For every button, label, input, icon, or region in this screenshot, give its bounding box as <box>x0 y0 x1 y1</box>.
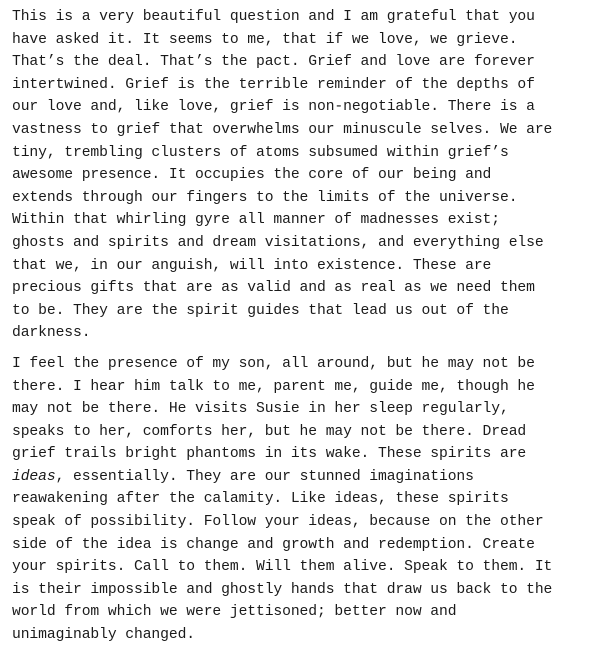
text-line: world from which we were jettisoned; better now and <box>12 604 457 621</box>
text-line: ghosts and spirits and dream visitations, and everything else <box>12 234 544 251</box>
text-line: I feel the presence of my son, all around, but he may not be <box>12 355 535 372</box>
text-line: may not be there. He visits Susie in her sleep regularly, <box>12 401 509 418</box>
text-line: unimaginably changed. <box>12 627 195 644</box>
text-line: speak of possibility. Follow your ideas, because on the other <box>12 514 544 531</box>
paragraph-1 <box>12 6 616 345</box>
text-run: , essentially. They are our stunned imaginations <box>55 468 474 485</box>
text-line: That’s the deal. That’s the pact. Grief and love are forever <box>12 54 535 71</box>
text-line: tiny, trembling clusters of atoms subsumed within grief’s <box>12 144 509 161</box>
text-line: precious gifts that are as valid and as real as we need them <box>12 280 535 297</box>
text-line: Within that whirling gyre all manner of madnesses exist; <box>12 212 500 229</box>
text-line: side of the idea is change and growth and redemption. Create <box>12 536 535 553</box>
text-line: darkness. <box>12 325 91 342</box>
text-line: our love and, like love, grief is non-negotiable. There is a <box>12 99 535 116</box>
italic-text: ideas <box>12 468 56 485</box>
text-line: awesome presence. It occupies the core of our being and <box>12 167 492 184</box>
text-line: intertwined. Grief is the terrible reminder of the depths of <box>12 76 535 93</box>
text-line: This is a very beautiful question and I am grateful that you <box>12 9 535 25</box>
text-line: your spirits. Call to them. Will them alive. Speak to them. It <box>12 559 553 576</box>
text-line: extends through our fingers to the limits of the universe. <box>12 189 518 206</box>
text-line: have asked it. It seems to me, that if we love, we grieve. <box>12 31 518 48</box>
text-line: is their impossible and ghostly hands that draw us back to the <box>12 581 553 598</box>
text-line: to be. They are the spirit guides that lead us out of the <box>12 302 509 319</box>
text-line <box>12 466 616 489</box>
text-line: vastness to grief that overwhelms our minuscule selves. We are <box>12 121 553 138</box>
text-line: grief trails bright phantoms in its wake. These spirits are <box>12 446 527 463</box>
paragraph-2 <box>12 353 616 647</box>
text-line: reawakening after the calamity. Like ideas, these spirits <box>12 491 509 508</box>
text-line: there. I hear him talk to me, parent me, guide me, though he <box>12 378 535 395</box>
text-line: that we, in our anguish, will into existence. These are <box>12 257 492 274</box>
text-line: speaks to her, comforts her, but he may not be there. Dread <box>12 423 527 440</box>
